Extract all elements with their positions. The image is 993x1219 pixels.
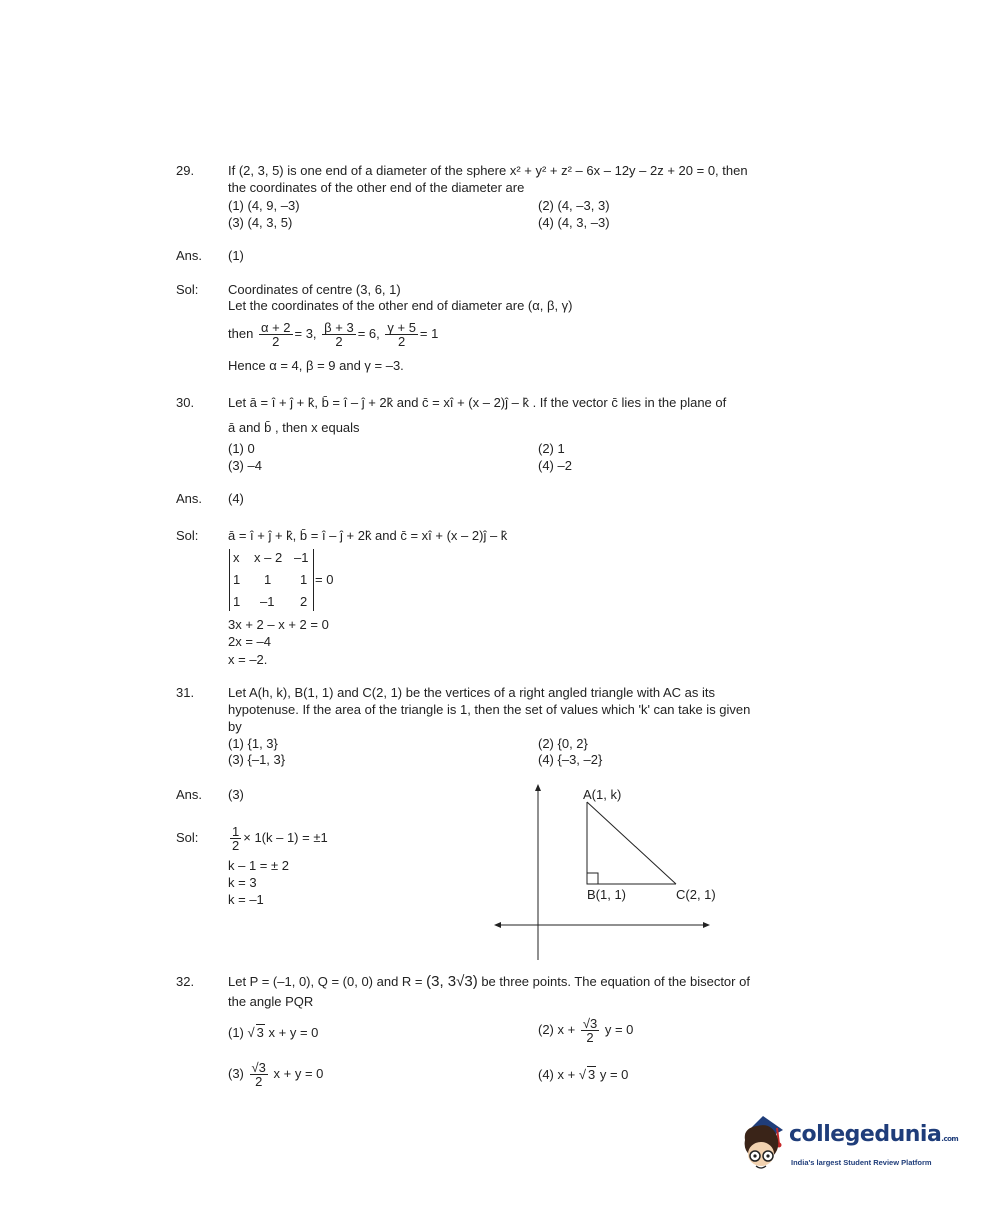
q32-option-1: (1) √ 3 x + y = 0 [228,1025,319,1040]
logo-name: collegedunia [789,1122,942,1147]
triangle-side-ac [587,802,676,884]
det-cell: x [233,550,240,565]
q29-fraction-alpha [259,321,293,348]
fraction-denominator: 2 [255,1074,263,1090]
option-prefix: (4) x + [538,1067,576,1082]
q29-ans-label: Ans. [176,248,203,263]
option-rest: y = 0 [599,1067,629,1082]
q31-option-4: (4) {–3, –2} [538,752,603,767]
det-cell: 1 [233,572,241,587]
fraction [250,1061,268,1088]
q29-eq-gamma: = 1 [419,326,439,341]
q31-text-line1: Let A(h, k), B(1, 1) and C(2, 1) be the vertices of a right angled triangle with AC as its [228,685,716,700]
option-prefix: (2) x + [538,1022,576,1037]
option-prefix: (3) [228,1066,244,1081]
fraction-denominator: 2 [398,334,406,350]
fraction-numerator: γ + 5 [387,320,416,336]
logo-tagline: India's largest Student Review Platform [791,1158,932,1167]
q31-sol-line3: k = 3 [228,875,257,890]
q29-option-4: (4) (4, 3, –3) [538,215,610,230]
q30-det-eq: = 0 [315,572,334,587]
option-rest: x + y = 0 [273,1066,324,1081]
q32-text-post: be three points. The equation of the bisector of [477,974,750,989]
fraction-numerator: α + 2 [260,320,291,336]
q29-answer: (1) [228,248,244,263]
q29-fraction-beta [322,321,356,348]
fraction [581,1017,599,1044]
q29-sol-line1: Coordinates of centre (3, 6, 1) [228,282,401,297]
q30-sol-line5: x = –2. [228,652,268,667]
q30-option-3: (3) –4 [228,458,262,473]
logo-wordmark [789,1122,958,1147]
q32-option-2 [538,1012,633,1048]
q29-number: 29. [176,163,195,178]
q31-sol-line4: k = –1 [228,892,264,907]
q30-text-line1: Let ā = î + ĵ + k̂, b̄ = î – ĵ + 2k̂ and c̄ = xî + (x – 2)ĵ – k̂ . If the vector c̄ lies in the plane of [228,395,727,410]
q29-option-1: (1) (4, 9, –3) [228,198,300,213]
q31-sol-line2: k – 1 = ± 2 [228,858,289,873]
det-cell: 1 [264,572,272,587]
y-axis-arrow-up-icon [535,784,541,791]
q30-sol-line4: 2x = –4 [228,634,272,649]
q30-option-4: (4) –2 [538,458,572,473]
q29-text-line1: If (2, 3, 5) is one end of a diameter of the sphere x² + y² + z² – 6x – 12y – 2z + 20 = 0, then [228,163,748,178]
q32-point-r: (3, 3√3) [426,973,478,990]
det-cell: –1 [294,550,309,565]
q31-ans-label: Ans. [176,787,203,802]
option-prefix: (1) [228,1025,244,1040]
q29-sol-fractions [228,316,438,352]
q30-answer: (4) [228,491,244,506]
q30-text-line2: ā and b̄ , then x equals [228,420,360,435]
q29-sol-then: then [228,326,254,341]
q29-option-3: (3) (4, 3, 5) [228,215,293,230]
q31-sol-rest: × 1(k – 1) = ±1 [243,830,328,845]
right-angle-marker [587,873,598,884]
fraction-numerator: √3 [582,1016,598,1032]
q31-option-2: (2) {0, 2} [538,736,588,751]
q31-fraction-half [230,825,241,852]
q31-option-1: (1) {1, 3} [228,736,278,751]
q29-sol-line2: Let the coordinates of the other end of diameter are (α, β, γ) [228,298,573,313]
q30-sol-line1: ā = î + ĵ + k̂, b̄ = î – ĵ + 2k̂ and c̄ = xî + (x – 2)ĵ – k̂ [228,528,508,543]
figure-label-a: A(1, k) [583,787,622,802]
q32-text-line2: the angle PQR [228,994,314,1009]
q29-eq-alpha: = 3, [294,326,317,341]
q29-fraction-gamma [385,321,418,348]
x-axis-arrow-right-icon [703,922,710,928]
q31-text-line2: hypotenuse. If the area of the triangle is 1, then the set of values which 'k' can take is given [228,702,751,717]
q29-text-line2: the coordinates of the other end of the diameter are [228,180,525,195]
q30-ans-label: Ans. [176,491,203,506]
q31-option-3: (3) {–1, 3} [228,752,286,767]
fraction-denominator: 2 [232,838,240,854]
fraction-denominator: 2 [272,334,280,350]
collegedunia-logo [737,1110,962,1182]
q31-sol-line1 [228,820,328,856]
figure-label-b: B(1, 1) [587,887,627,902]
q29-sol-line4: Hence α = 4, β = 9 and γ = –3. [228,358,404,373]
q30-number: 30. [176,395,195,410]
fraction-numerator: √3 [251,1060,266,1076]
sqrt-radicand: 3 [587,1067,596,1082]
q30-option-2: (2) 1 [538,441,565,456]
q32-text-pre: Let P = (–1, 0), Q = (0, 0) and R = [228,974,427,989]
q29-eq-beta: = 6, [357,326,380,341]
mascot-icon [737,1110,795,1180]
det-cell: 1 [300,572,308,587]
q31-sol-label: Sol: [176,830,199,845]
option-rest: x + y = 0 [268,1025,319,1040]
det-cell: x – 2 [254,550,283,565]
q29-option-2: (2) (4, –3, 3) [538,198,610,213]
figure-label-c: C(2, 1) [676,887,716,902]
det-cell: 1 [233,594,241,609]
q32-number: 32. [176,974,195,989]
q32-option-4: (4) x + √ 3 y = 0 [538,1067,629,1082]
sqrt-radicand: 3 [256,1025,264,1040]
fraction-denominator: 2 [586,1030,594,1046]
q29-sol-label: Sol: [176,282,199,297]
q31-triangle-figure [480,780,720,965]
x-axis-arrow-left-icon [494,922,501,928]
q31-answer: (3) [228,787,244,802]
det-cell: –1 [260,594,275,609]
q32-text-line1 [228,974,750,990]
option-rest: y = 0 [604,1022,634,1037]
fraction-numerator: β + 3 [324,320,354,336]
q31-number: 31. [176,685,195,700]
q32-option-3 [228,1056,323,1092]
logo-suffix: .com [941,1135,959,1143]
det-cell: 2 [300,594,308,609]
q31-text-line3: by [228,719,242,734]
fraction-numerator: 1 [232,824,240,840]
q30-sol-label: Sol: [176,528,199,543]
q30-option-1: (1) 0 [228,441,255,456]
q30-determinant [229,549,314,611]
fraction-denominator: 2 [335,334,343,350]
q30-sol-line3: 3x + 2 – x + 2 = 0 [228,617,329,632]
